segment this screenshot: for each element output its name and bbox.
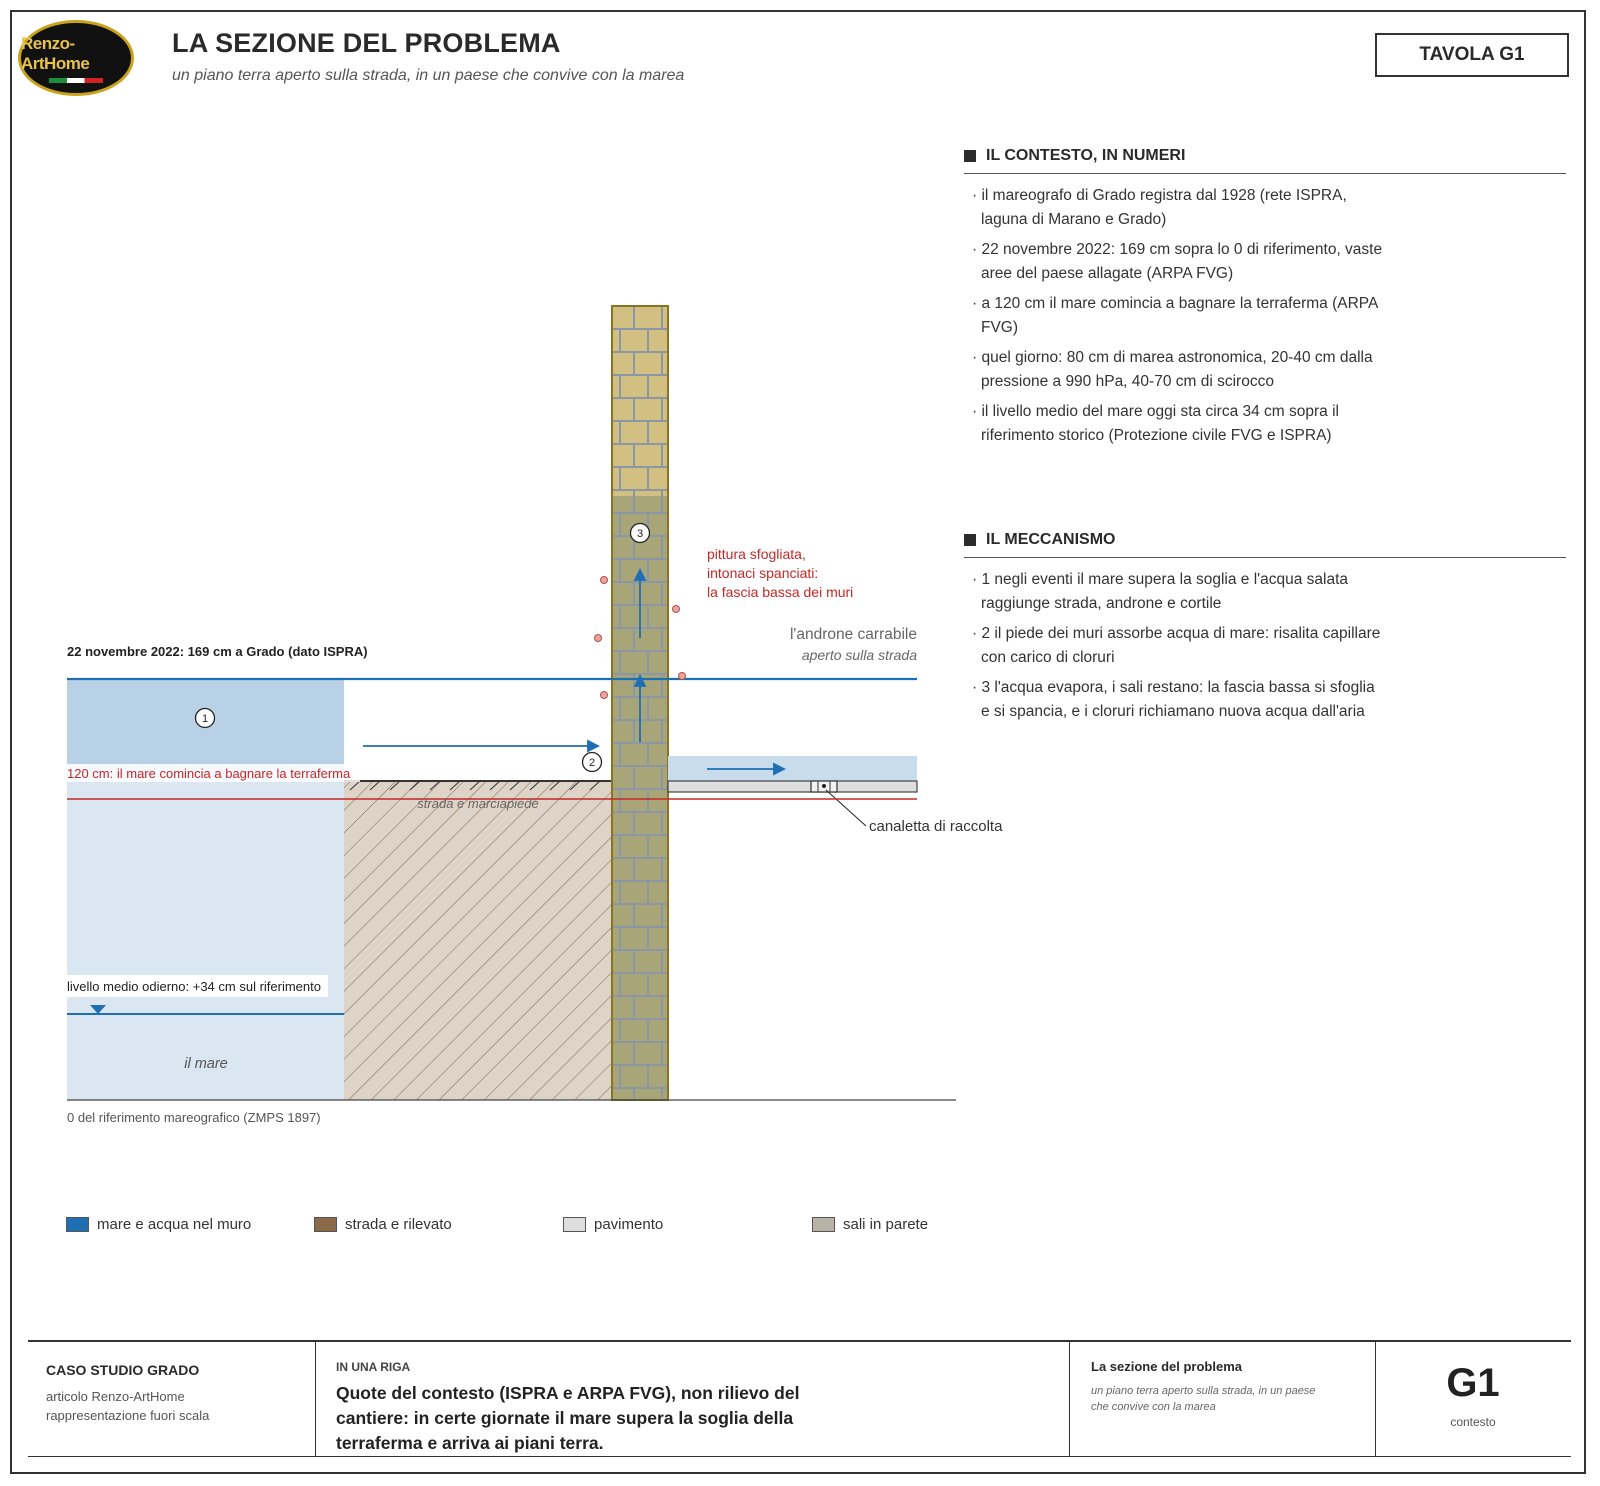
tavola-badge: TAVOLA G1	[1375, 33, 1569, 77]
zero-label: 0 del riferimento mareografico (ZMPS 1897)	[67, 1110, 321, 1125]
legend-item-pavimento	[563, 1216, 663, 1233]
sea-label: il mare	[184, 1056, 228, 1072]
threshold-label: 120 cm: il mare comincia a bagnare la terraferma	[67, 766, 351, 781]
logo-text: Renzo-ArtHome	[21, 33, 90, 73]
marker-3-label: 3	[636, 528, 644, 540]
canaletta-leader	[826, 790, 866, 826]
marker-1-label: 1	[201, 713, 209, 725]
paint-label-line3: la fascia bassa dei muri	[707, 584, 854, 600]
legend-swatch	[314, 1217, 337, 1232]
riga-heading: IN UNA RIGA	[336, 1360, 411, 1374]
list-item: · 1 negli eventi il mare supera la soglia e l'acqua salata raggiunge strada, androne e cortile	[972, 571, 1349, 612]
legend-label: strada e rilevato	[345, 1216, 452, 1233]
legend-item-mare	[66, 1216, 251, 1233]
androne-label: l'androne carrabile	[789, 626, 917, 643]
road-label: strada e marciapiede	[417, 796, 539, 811]
list-item: · 22 novembre 2022: 169 cm sopra lo 0 di riferimento, vaste aree del paese allagate (ARPA FVG)	[972, 241, 1383, 282]
paint-label-line1: pittura sfogliata,	[707, 546, 806, 562]
canaletta-label: canaletta di raccolta	[869, 818, 1003, 835]
sheet-code-sub: contesto	[1450, 1415, 1496, 1429]
legend-swatch	[66, 1217, 89, 1232]
androne-floor	[668, 781, 917, 792]
section-heading-text: IL CONTESTO, IN NUMERI	[986, 147, 1186, 164]
list-item: · 3 l'acqua evapora, i sali restano: la fascia bassa si sfoglia e si spancia, e i cloruri richiamano nuova acqua dall'aria	[972, 679, 1375, 720]
androne-water	[668, 756, 917, 781]
case-line2: rappresentazione fuori scala	[46, 1408, 210, 1423]
legend-item-sali	[812, 1216, 928, 1233]
list-item: · a 120 cm il mare comincia a bagnare la terraferma (ARPA FVG)	[972, 295, 1378, 336]
section-heading-text: IL MECCANISMO	[986, 531, 1116, 548]
sheet-subtitle: un piano terra aperto sulla strada, in un paese che convive con la marea	[1091, 1385, 1316, 1413]
legend-item-strada	[314, 1216, 452, 1233]
mean-level-label: livello medio odierno: +34 cm sul riferimento	[67, 979, 321, 994]
sea-body	[67, 778, 344, 1100]
androne-sub-label: aperto sulla strada	[801, 647, 917, 663]
legend-swatch	[812, 1217, 835, 1232]
legend-label: mare e acqua nel muro	[97, 1216, 252, 1233]
case-line1: articolo Renzo-ArtHome	[46, 1389, 185, 1404]
sheet-title: La sezione del problema	[1091, 1359, 1242, 1374]
paint-label-line2: intonaci spanciati:	[707, 565, 819, 581]
list-item: · 2 il piede dei muri assorbe acqua di mare: risalita capillare con carico di cloruri	[972, 625, 1381, 666]
legend-label: sali in parete	[843, 1216, 929, 1233]
case-title: CASO STUDIO GRADO	[46, 1362, 200, 1378]
list-item: · quel giorno: 80 cm di marea astronomica, 20-40 cm dalla pressione a 990 hPa, 40-70 cm di scirocco	[972, 349, 1373, 390]
marker-2	[583, 753, 602, 772]
road-embankment	[344, 781, 612, 1100]
page-subtitle: un piano terra aperto sulla strada, in un paese che convive con la marea	[172, 67, 685, 84]
legend-swatch	[563, 1217, 586, 1232]
flood-label: 22 novembre 2022: 169 cm a Grado (dato ISPRA)	[67, 644, 368, 659]
sheet-code: G1	[1446, 1361, 1500, 1405]
title-block-divider	[1069, 1340, 1070, 1457]
page-title: LA SEZIONE DEL PROBLEMA	[172, 28, 561, 58]
list-item: · il mareografo di Grado registra dal 1928 (rete ISPRA, laguna di Marano e Grado)	[972, 187, 1347, 228]
list-item: · il livello medio del mare oggi sta circa 34 cm sopra il riferimento storico (Protezione civile FVG e ISPRA)	[972, 403, 1339, 444]
flow-arrows	[363, 570, 784, 774]
flood-water-left	[67, 679, 344, 778]
marker-1	[196, 709, 215, 728]
marker-3	[631, 524, 650, 543]
title-block-divider	[315, 1340, 316, 1457]
marker-2-label: 2	[588, 757, 596, 769]
legend-label: pavimento	[594, 1216, 664, 1233]
riga-text: Quote del contesto (ISPRA e ARPA FVG), non rilievo del cantiere: in certe giornate il mare supera la soglia della terraferma e arriva ai piani terra.	[336, 1383, 800, 1453]
